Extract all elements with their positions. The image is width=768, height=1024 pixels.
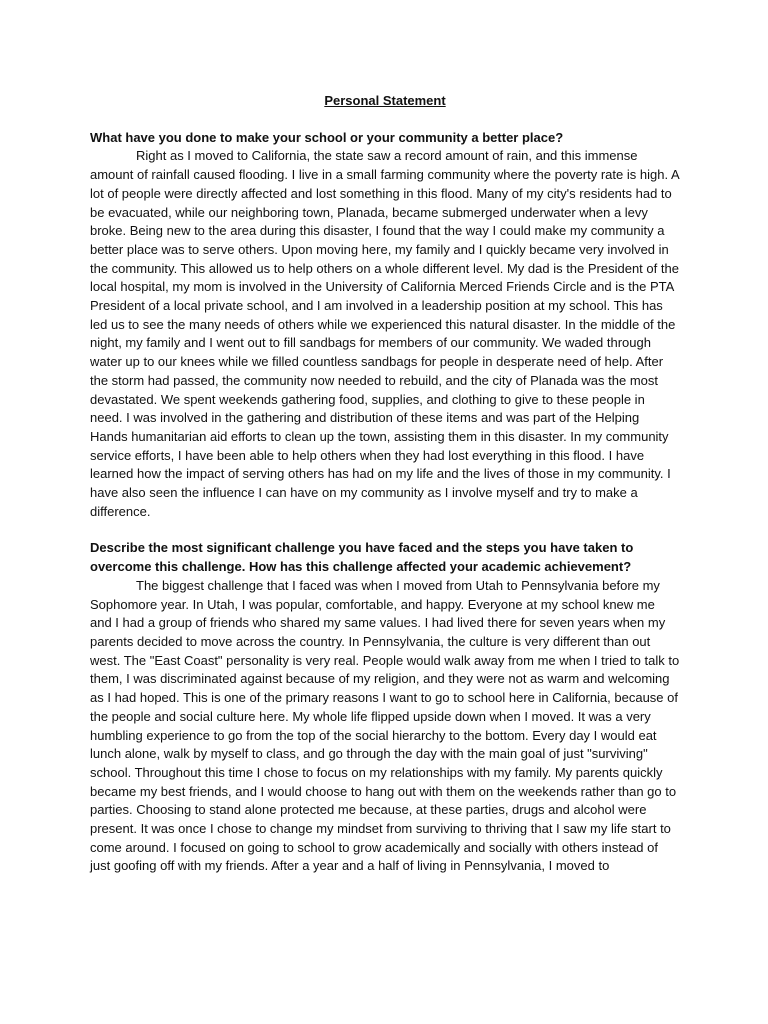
document-page xyxy=(90,92,680,876)
answer-2: The biggest challenge that I faced was when I moved from Utah to Pennsylvania before my Sophomore year. In Utah, I was popular, comfortable, and happy. Everyone at my school knew me and I had a group of friends who shared my same values. I had lived there for seven years when my parents decided to move across the country. In Pennsylvania, the culture is very different than out west. The "East Coast" personality is very real. People would walk away from me when I tried to talk to them, I was discriminated against because of my religion, and they were not as warm and welcoming as I had hoped. This is one of the primary reasons I want to go to school here in California, because of the people and social culture here. My whole life flipped upside down when I moved. It was a very humbling experience to go from the top of the social hierarchy to the bottom. Every day I would eat lunch alone, walk by myself to class, and go through the day with the main goal of just "surviving" school. Throughout this time I chose to focus on my relationships with my family. My parents quickly became my best friends, and I would choose to hang out with them on the weekends rather than go to parties. Choosing to stand alone protected me because, at these parties, drugs and alcohol were present. It was once I chose to change my mindset from surviving to thriving that I saw my life start to come around. I focused on going to school to grow academically and socially with others instead of just goofing off with my friends. After a year and a half of living in Pennsylvania, I moved to xyxy=(90,577,680,874)
section-spacer xyxy=(90,521,680,539)
question-2: Describe the most significant challenge you have faced and the steps you have taken to overcome this challenge. How has this challenge affected your academic achievement? xyxy=(90,540,634,575)
document-title: Personal Statement xyxy=(324,93,446,108)
question-1: What have you done to make your school or your community a better place? xyxy=(90,129,564,145)
answer-1: Right as I moved to California, the state saw a record amount of rain, and this immense amount of rainfall caused flooding. I live in a small farming community where the poverty rate is high. A lot of people were directly affected and lost something in this flood. Many of my city's residents had to be evacuated, while our neighboring town, Planada, became submerged underwater when a levy broke. Being new to the area during this disaster, I found that the way I could make my community a better place was to serve others. Upon moving here, my family and I quickly became very involved in the community. This allowed us to help others on a whole different level. My dad is the President of the local hospital, my mom is involved in the University of California Merced Friends Circle and is the PTA President of a local private school, and I am involved in a leadership position at my school. This has led us to see the many needs of others while we experienced this natural disaster. In the middle of the night, my family and I went out to fill sandbags for members of our community. We waded through water up to our knees while we filled countless sandbags for people in desperate need of help. After the storm had passed, the community now needed to rebuild, and the city of Planada was the most devastated. We spent weekends gathering food, supplies, and clothing to give to these people in need. I was involved in the gathering and distribution of these items and was part of the Helping Hands humanitarian aid efforts to clean up the town, assisting them in this disaster. In my community service efforts, I have been able to help others when they had lost everything in this flood. I have learned how the impact of serving others has had on my life and the lives of those in my community. I have also seen the influence I can have on my community as I involve myself and try to make a difference. xyxy=(90,148,679,519)
